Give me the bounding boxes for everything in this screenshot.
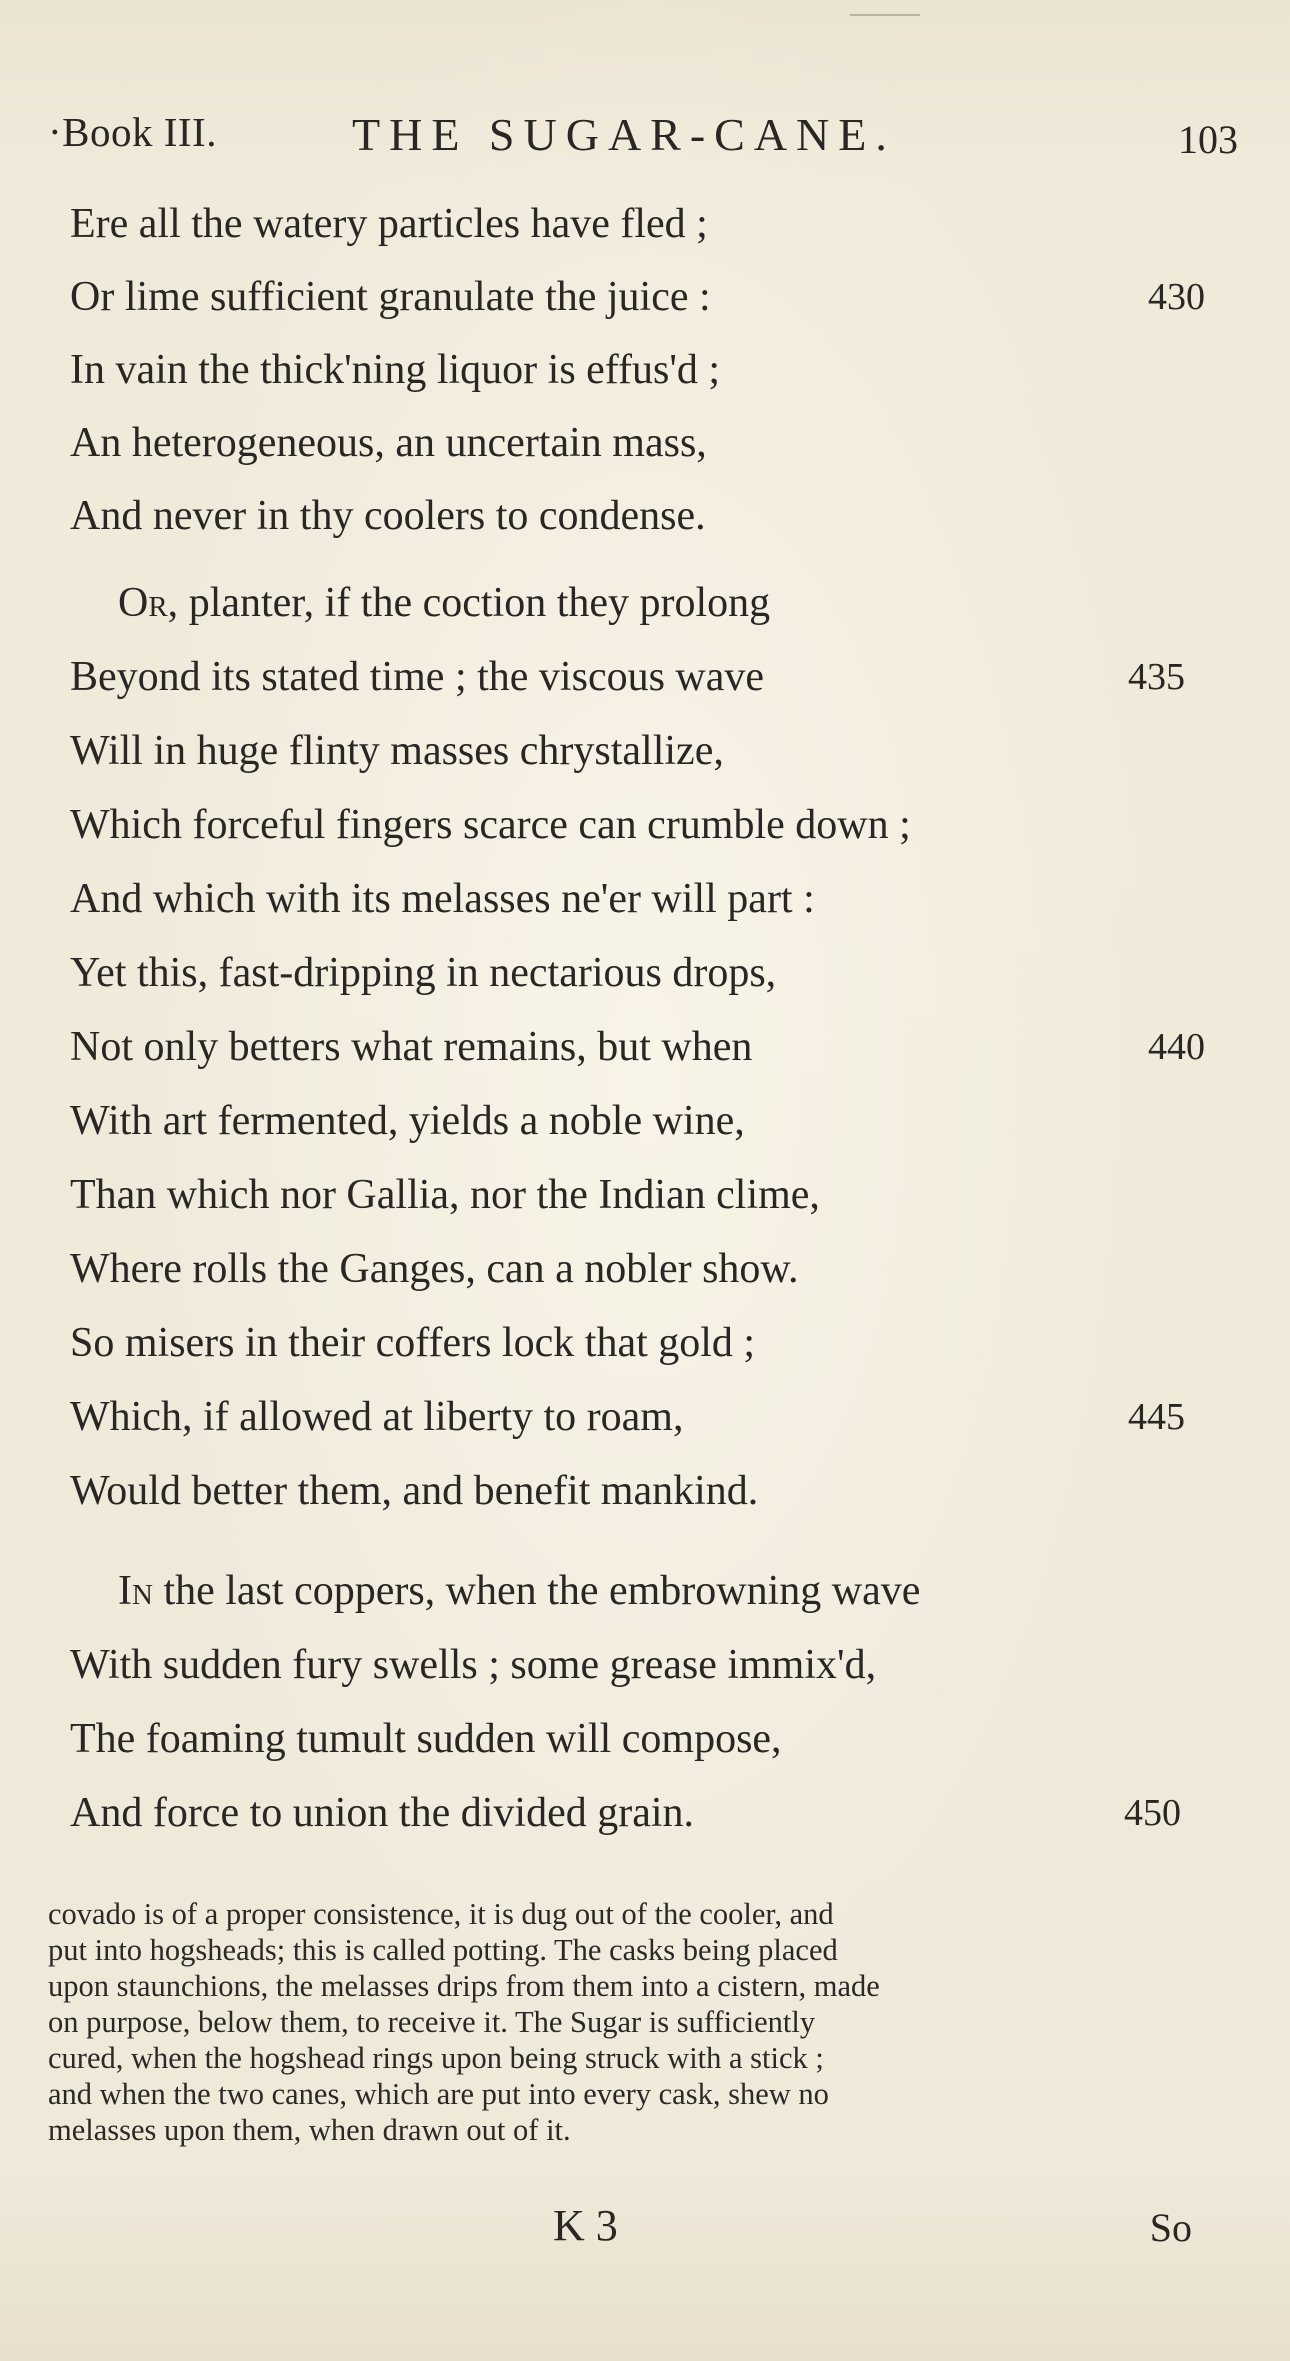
verse-line [0,1168,1290,1222]
verse-text: And which with its melasses ne'er will part : [70,876,815,922]
verse-line [0,1094,1290,1148]
verse-text: With sudden fury swells ; some grease immix'd, [70,1642,877,1688]
verse-line [0,1390,1290,1444]
verse-line [0,724,1290,778]
verse-line [0,270,1290,324]
catchword: So [1149,2205,1192,2250]
verse-line [0,872,1290,926]
line-number: 450 [1124,1792,1181,1834]
page-edge-mark [850,14,920,16]
verse-text [118,1564,920,1618]
verse-line [0,1242,1290,1296]
verse-line [0,1464,1290,1518]
verse-text-rest: planter, if the coction they prolong [178,580,771,626]
footnote-line: melasses upon them, when drawn out of it. [48,2113,571,2147]
verse-line [0,1564,1290,1618]
verse-text: Will in huge flinty masses chrystallize, [70,728,724,774]
verse-text: Which, if allowed at liberty to roam, [70,1394,684,1440]
verse-text: So misers in their coffers lock that gold ; [70,1320,756,1366]
verse-text: Or lime sufficient granulate the juice : [70,274,711,320]
verse-line [0,1786,1290,1840]
verse-line [0,798,1290,852]
verse-line [0,1020,1290,1074]
verse-line [0,416,1290,470]
footnote-line: put into hogsheads; this is called potting. The casks being placed [48,1933,838,1967]
line-number: 435 [1128,656,1185,698]
initial-word: Or, [118,580,179,626]
running-head [0,108,1290,168]
initial-word: In [118,1568,153,1614]
verse-text: Would better them, and benefit mankind. [70,1468,759,1514]
verse-line [0,946,1290,1000]
page-number: 103 [1178,117,1238,162]
footnote-line: cured, when the hogshead rings upon being struck with a stick ; [48,2041,824,2075]
footnote-line: and when the two canes, which are put into every cask, shew no [48,2077,829,2111]
verse-line [0,1712,1290,1766]
verse-text: Ere all the watery particles have fled ; [70,201,708,247]
signature-mark: K 3 [553,2201,618,2250]
verse-line [0,489,1290,543]
verse-line [0,1638,1290,1692]
verse-text: And never in thy coolers to condense. [70,493,706,539]
line-number: 430 [1148,276,1205,318]
verse-line [0,650,1290,704]
running-head-title: THE SUGAR-CANE. [352,109,896,160]
verse-text: The foaming tumult sudden will compose, [70,1716,782,1762]
line-number: 445 [1128,1396,1185,1438]
verse-text: Than which nor Gallia, nor the Indian clime, [70,1172,820,1218]
footnote [48,1896,1244,2148]
verse-line [0,1316,1290,1370]
verse-text: Which forceful fingers scarce can crumble down ; [70,802,911,848]
verse-text: In vain the thick'ning liquor is effus'd ; [70,347,721,393]
verse-text: And force to union the divided grain. [70,1790,695,1836]
line-number: 440 [1148,1026,1205,1068]
verse-line [0,343,1290,397]
footnote-line: on purpose, below them, to receive it. The Sugar is sufficiently [48,2005,816,2039]
verse-text: Beyond its stated time ; the viscous wave [70,654,765,700]
verse-text [118,576,770,630]
verse-line [0,576,1290,630]
running-head-book: ·Book III. [48,109,217,155]
footnote-line: upon staunchions, the melasses drips from them into a cistern, made [48,1969,880,2003]
verse-line [0,197,1290,251]
verse-text: Yet this, fast-dripping in nectarious drops, [70,950,777,996]
verse-text: An heterogeneous, an uncertain mass, [70,420,707,466]
verse-text-rest: the last coppers, when the embrowning wave [152,1568,921,1614]
verse-text: Not only betters what remains, but when [70,1024,753,1070]
verse-text: With art fermented, yields a noble wine, [70,1098,745,1144]
footnote-line: covado is of a proper consistence, it is dug out of the cooler, and [48,1897,834,1931]
verse-text: Where rolls the Ganges, can a nobler show. [70,1246,799,1292]
